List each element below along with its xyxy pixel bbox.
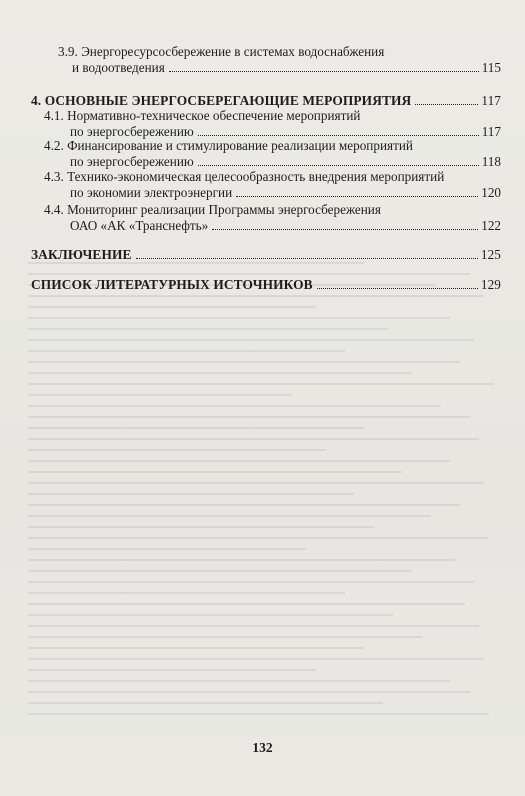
toc-chapter-4[interactable] (31, 93, 501, 109)
toc-entry-4-3[interactable] (44, 169, 501, 201)
toc-entry-4-2[interactable] (44, 138, 501, 170)
toc-chapter-title: 4. ОСНОВНЫЕ ЭНЕРГОСБЕРЕГАЮЩИЕ МЕРОПРИЯТИЯ (31, 93, 412, 108)
toc-references[interactable] (31, 277, 501, 293)
toc-page-number: 120 (481, 185, 501, 200)
toc-page-number: 115 (481, 60, 501, 75)
toc-entry-title: 4.2. Финансирование и стимулирование реализации мероприятий (44, 138, 413, 153)
dot-leader (198, 135, 479, 136)
dot-leader (317, 288, 478, 289)
dot-leader (136, 258, 478, 259)
toc-page-number: 125 (480, 247, 501, 262)
toc-chapter-title: ЗАКЛЮЧЕНИЕ (31, 247, 132, 262)
toc-page-number: 117 (481, 93, 501, 108)
toc-page-number: 118 (481, 154, 501, 169)
toc-page-number: 129 (480, 277, 501, 292)
toc-page-number: 122 (481, 218, 501, 233)
toc-entry-3-9[interactable] (58, 44, 501, 76)
page-number: 132 (252, 740, 273, 755)
dot-leader (236, 196, 478, 197)
toc-entry-title-cont: по энергосбережению (70, 154, 194, 169)
toc-entry-title: 4.3. Технико-экономическая целесообразность внедрения мероприятий (44, 169, 445, 184)
dot-leader (212, 229, 478, 230)
toc-entry-title-cont: ОАО «АК «Транснефть» (70, 218, 209, 233)
toc-entry-title: 4.4. Мониторинг реализации Программы энергосбережения (44, 202, 381, 217)
dot-leader (198, 165, 479, 166)
toc-entry-title-cont: и водоотведения (72, 60, 165, 75)
toc-entry-title: 3.9. Энергоресурсосбережение в системах водоснабжения (58, 44, 385, 59)
dot-leader (415, 104, 478, 105)
dot-leader (169, 71, 479, 72)
toc-page-number: 117 (481, 124, 501, 139)
toc-conclusion[interactable] (31, 247, 501, 263)
toc-chapter-title: СПИСОК ЛИТЕРАТУРНЫХ ИСТОЧНИКОВ (31, 277, 313, 292)
toc-entry-title-cont: по экономии электроэнергии (70, 185, 233, 200)
toc-entry-4-1[interactable] (44, 108, 501, 140)
toc-entry-4-4[interactable] (44, 202, 501, 234)
toc-entry-title: 4.1. Нормативно-техническое обеспечение мероприятий (44, 108, 361, 123)
toc-entry-title-cont: по энергосбережению (70, 124, 194, 139)
bleed-through-text (28, 262, 508, 722)
